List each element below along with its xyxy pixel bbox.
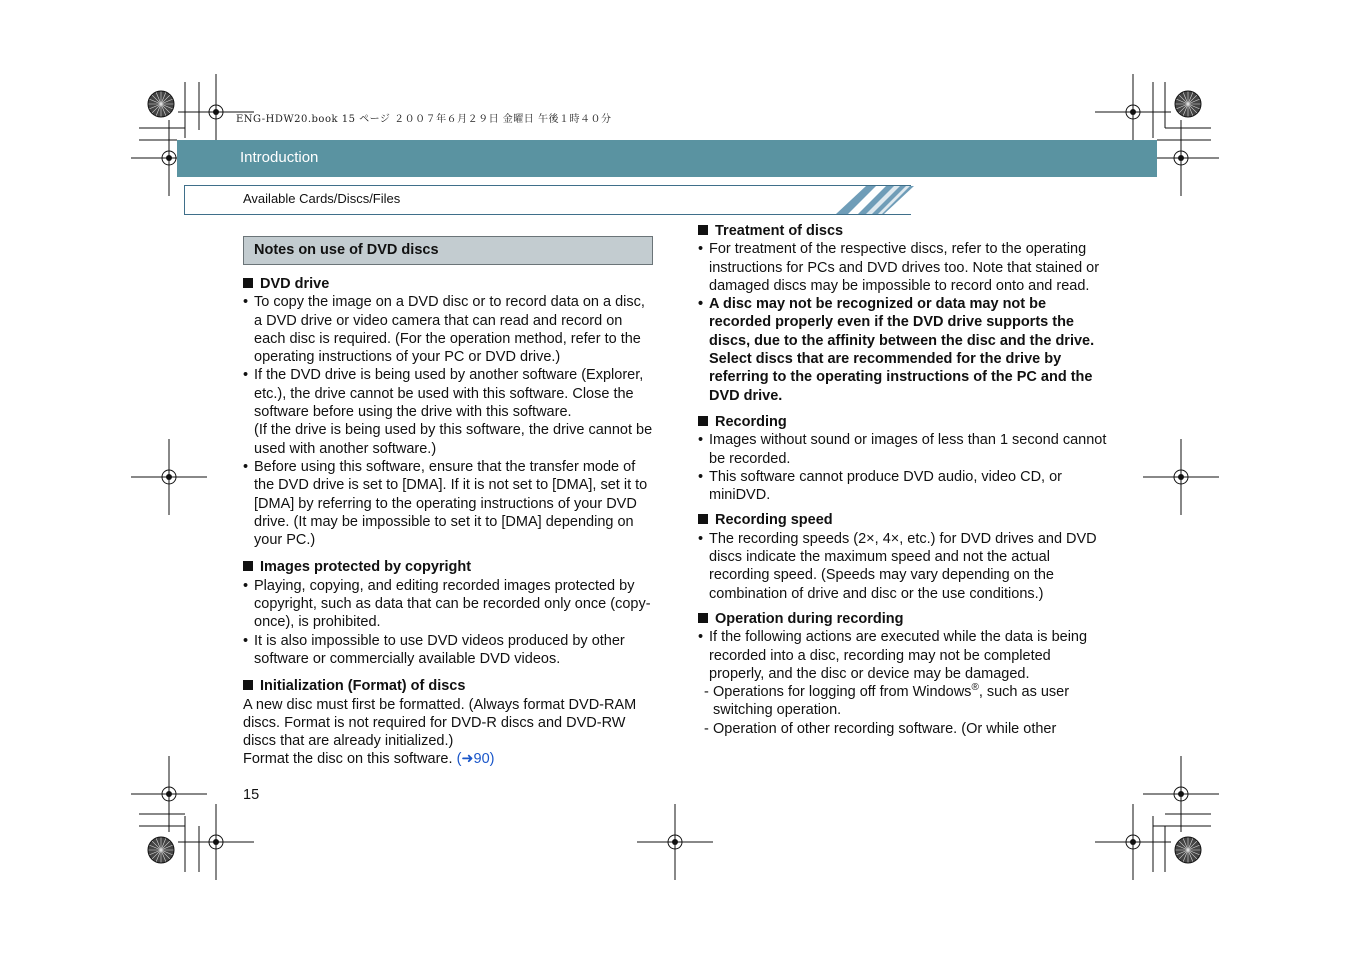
list-item: • The recording speeds (2×, 4×, etc.) for DVD drives and DVD discs indicate the maximum speed and not the actual recording speed. (Speeds may vary depending on the combination of drive and disc or the use conditions.) bbox=[698, 530, 1097, 602]
heading-copyright: Images protected by copyright bbox=[243, 558, 653, 576]
list-item: • If the following actions are executed while the data is being recorded into a disc, recording may not be completed properly, and the disc or device may be damaged. bbox=[698, 629, 1088, 682]
heading-dvd-drive: DVD drive bbox=[243, 275, 653, 293]
subsection-title: Available Cards/Discs/Files bbox=[243, 191, 401, 206]
page-number: 15 bbox=[243, 787, 260, 803]
page-reference-link[interactable]: (➜90) bbox=[456, 751, 495, 768]
square-bullet-icon bbox=[698, 225, 708, 235]
sub-list-item: - Operations for logging off from Windows®, such as user switching operation. bbox=[704, 682, 1070, 719]
heading-initialization: Initialization (Format) of discs bbox=[243, 677, 653, 695]
section-title: Introduction bbox=[240, 149, 319, 166]
square-bullet-icon bbox=[243, 278, 253, 288]
square-bullet-icon bbox=[698, 514, 708, 524]
right-column bbox=[698, 222, 1108, 738]
print-info: ENG-HDW20.book 15 ページ ２００７年６月２９日 金曜日 午後１時４０分 bbox=[236, 114, 612, 125]
square-bullet-icon bbox=[698, 416, 708, 426]
init-text: A new disc must first be formatted. (Always format DVD-RAM discs. Format is not required for DVD-R discs and DVD-RW discs that are already initialized.) bbox=[243, 696, 637, 750]
init-text-2: Format the disc on this software. (➜90) bbox=[243, 751, 495, 768]
square-bullet-icon bbox=[243, 680, 253, 690]
left-column bbox=[243, 236, 653, 769]
subsection-bar bbox=[184, 185, 911, 215]
sub-list-item: - Operation of other recording software. (Or while other bbox=[704, 720, 1057, 737]
square-bullet-icon bbox=[243, 561, 253, 571]
heading-operation: Operation during recording bbox=[698, 610, 1108, 628]
decorative-stripes bbox=[836, 186, 914, 214]
list-item: • To copy the image on a DVD disc or to record data on a disc, a DVD drive or video camera that can read and record on each disc is required. (For the operation method, refer to the operating instructions of your PC or DVD drive.) bbox=[243, 294, 645, 366]
heading-recording-speed: Recording speed bbox=[698, 511, 1108, 529]
list-item: • Playing, copying, and editing recorded images protected by copyright, such as data that can be recorded only once (copy-once), is prohibited. bbox=[243, 577, 651, 631]
list-item: • Before using this software, ensure that the transfer mode of the DVD drive is set to [DMA]. If it is not set to [DMA], set it to [DMA] by referring to the operating instructions of your DVD drive. (It may be impossible to set it to [DMA] depending on your PC.) bbox=[243, 458, 648, 549]
list-item: • If the DVD drive is being used by another software (Explorer, etc.), the drive cannot be used with this software. Close the software before using the drive with this software. (If the drive is being used by this software, the drive cannot be used with another software.) bbox=[243, 367, 653, 457]
list-item: • Images without sound or images of less than 1 second cannot be recorded. bbox=[698, 432, 1107, 467]
list-item: • A disc may not be recognized or data may not be recorded properly even if the DVD drive supports the discs, due to the affinity between the disc and the drive. Select discs that are recommended for the drive by referring to the operating instructions of the PC and the DVD drive. bbox=[698, 296, 1095, 404]
heading-treatment: Treatment of discs bbox=[698, 222, 1108, 240]
heading-recording: Recording bbox=[698, 413, 1108, 431]
notes-title-box: Notes on use of DVD discs bbox=[243, 236, 653, 265]
square-bullet-icon bbox=[698, 613, 708, 623]
section-header-bar bbox=[177, 140, 1157, 177]
list-item: • This software cannot produce DVD audio, video CD, or miniDVD. bbox=[698, 468, 1063, 504]
list-item: • For treatment of the respective discs, refer to the operating instructions for PCs and DVD drives too. Note that stained or damaged discs may be impossible to record onto and read. bbox=[698, 241, 1100, 294]
list-item: • It is also impossible to use DVD videos produced by other software or commercially available DVD videos. bbox=[243, 632, 625, 667]
